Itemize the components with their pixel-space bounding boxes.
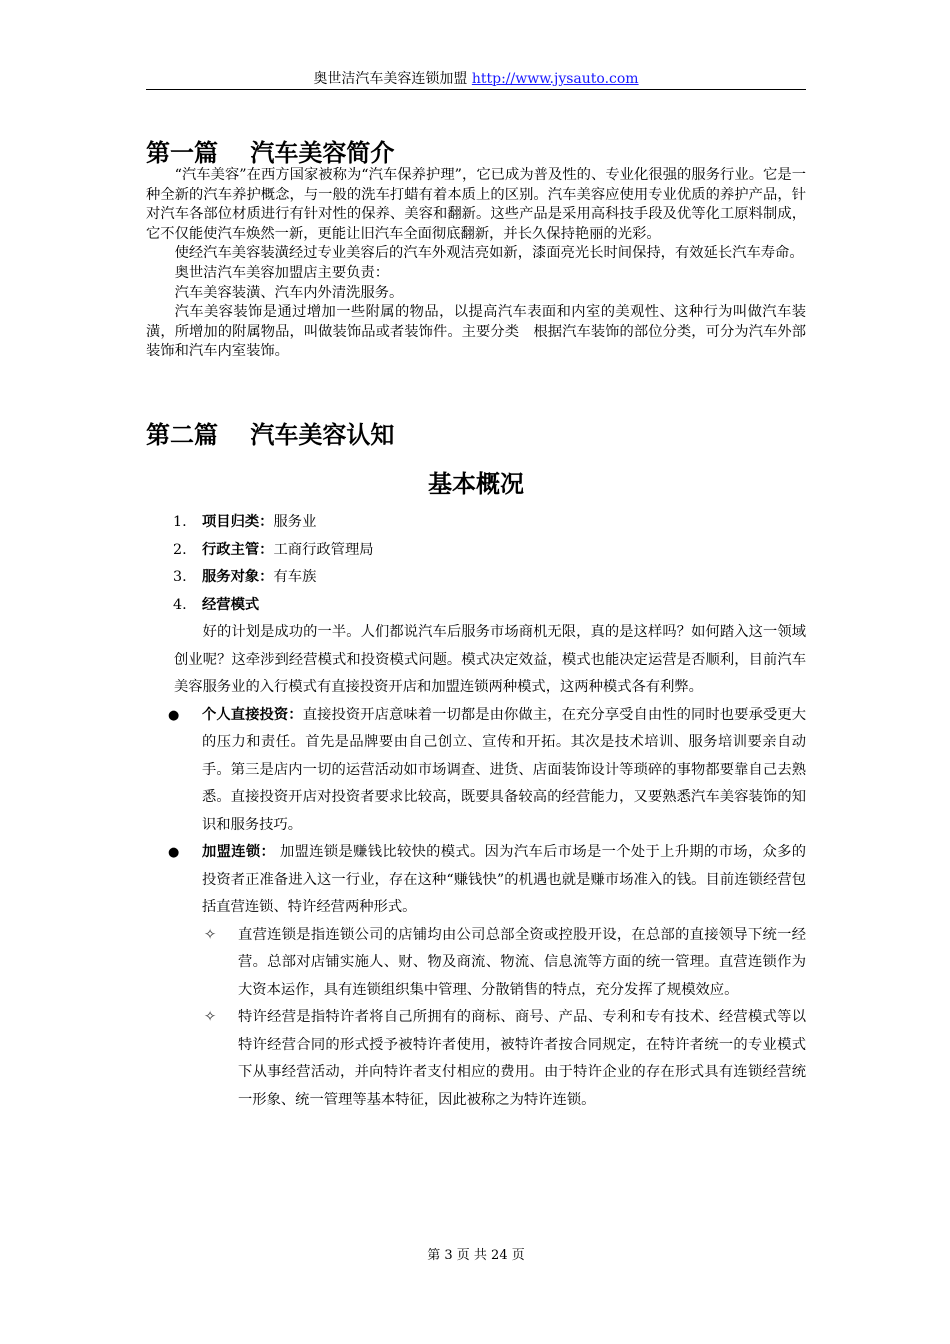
bullet-dot-icon: ●	[168, 707, 180, 723]
list-number: 4.	[173, 596, 187, 613]
list-number: 1.	[173, 514, 187, 530]
item-label: 服务对象：	[202, 569, 274, 585]
sub-bullet-item	[146, 1004, 806, 1114]
list-number: 3.	[173, 569, 187, 585]
mode-intro: 好的计划是成功的一半。人们都说汽车后服务市场商机无限，真的是这样吗？如何踏入这一领域创业呢？这牵涉到经营模式和投资模式问题。模式决定效益，模式也能决定运营是否顺利，目前汽车美容服务业的入行模式有直接投资开店和加盟连锁两种模式，这两种模式各有利弊。	[174, 624, 806, 695]
bullet-item	[146, 839, 806, 922]
header-text: 奥世洁汽车美容连锁加盟	[313, 71, 472, 87]
item-label: 经营模式	[202, 596, 260, 613]
bullet-text: 直接投资开店意味着一切都是由你做主，在充分享受自由性的同时也要承受更大的压力和责任。首先是品牌要由自己创立、宣传和开拓。其次是技术培训、服务培训要亲自动手。第三是店内一切的运营活动如市场调查、进货、店面装饰设计等琐碎的事物都要靠自己去熟悉。直接投资开店对投资者要求比较高，既要具备较高的经营能力，又要熟悉汽车美容装饰的知识和服务技巧。	[202, 706, 807, 833]
sub-bullet-text: 特许经营是指特许者将自己所拥有的商标、商号、产品、专利和专有技术、经营模式等以特许经营合同的形式授予被特许者使用，被特许者按合同规定，在特许者统一的专业模式下从事经营活动，并向特许者支付相应的费用。由于特许企业的存在形式具有连锁经营统一形象、统一管理等基本特征，因此被称之为特许连锁。	[238, 1009, 806, 1108]
item-label: 行政主管：	[202, 541, 274, 558]
bullet-label: 个人直接投资：	[202, 706, 303, 723]
header-divider	[146, 89, 806, 90]
section1-title: 第一篇 汽车美容简介	[146, 139, 395, 167]
list-item	[146, 537, 806, 565]
list-number: 2.	[173, 541, 187, 558]
page-footer: 第 3 页 共 24 页	[427, 1248, 525, 1263]
page-header	[146, 70, 806, 88]
header-link[interactable]: http://www.jysauto.com	[471, 71, 639, 87]
list-item	[146, 509, 806, 537]
sub-bullet-text: 直营连锁是指连锁公司的店铺均由公司总部全资或控股开设，在总部的直接领导下统一经营。总部对店铺实施人、财、物及商流、物流、信息流等方面的统一管理。直营连锁作为大资本运作，具有连锁组织集中管理、分散销售的特点，充分发挥了规模效应。	[238, 926, 806, 998]
section1-paragraph: 汽车美容装潢、汽车内外清洗服务。	[174, 284, 404, 301]
section1-paragraph: 汽车美容装饰是通过增加一些附属的物品，以提高汽车表面和内室的美观性、这种行为叫做汽车装潢，所增加的附属物品，叫做装饰品或者装饰件。主要分类 根据汽车装饰的部位分类，可分为汽车外部装饰和汽车内室装饰。	[146, 304, 806, 360]
list-item	[146, 564, 806, 592]
item-value: 服务业	[273, 514, 317, 530]
section1-paragraph: 使经汽车美容装潢经过专业美容后的汽车外观洁亮如新，漆面亮光长时间保持，有效延长汽车寿命。	[174, 245, 804, 262]
section1-paragraph: “汽车美容”在西方国家被称为“汽车保养护理”，它已成为普及性的、专业化很强的服务行业。它是一种全新的汽车养护概念，与一般的洗车打蜡有着本质上的区别。汽车美容应使用专业优质的养护产品，针对汽车各部位材质进行有针对性的保养、美容和翻新。这些产品是采用高科技手段及优等化工原料制成，它不仅能使汽车焕然一新，更能让旧汽车全面彻底翻新，并长久保持艳丽的光彩。	[146, 167, 806, 242]
item-value: 工商行政管理局	[273, 541, 374, 558]
bullet-label: 加盟连锁：	[202, 844, 276, 860]
bullet-dot-icon: ●	[168, 845, 180, 860]
item-value: 有车族	[273, 569, 317, 585]
sub-bullet-item	[146, 922, 806, 1005]
section1-body	[146, 166, 806, 362]
bullet-text: 加盟连锁是赚钱比较快的模式。因为汽车后市场是一个处于上升期的市场，众多的投资者正准备进入这一行业，存在这种“赚钱快”的机遇也就是赚市场准入的钱。目前连锁经营包括直营连锁、特许经营两种形式。	[202, 844, 806, 915]
overview-list	[146, 509, 806, 1114]
diamond-star-icon: ✧	[204, 1009, 216, 1025]
section2-subtitle: 基本概况	[428, 470, 524, 498]
item-label: 项目归类：	[202, 514, 274, 530]
section1-paragraph: 奥世洁汽车美容加盟店主要负责：	[174, 264, 390, 281]
list-item	[146, 592, 806, 620]
diamond-star-icon: ✧	[204, 926, 216, 943]
bullet-item	[146, 702, 806, 840]
section2-title: 第二篇 汽车美容认知	[146, 421, 395, 449]
